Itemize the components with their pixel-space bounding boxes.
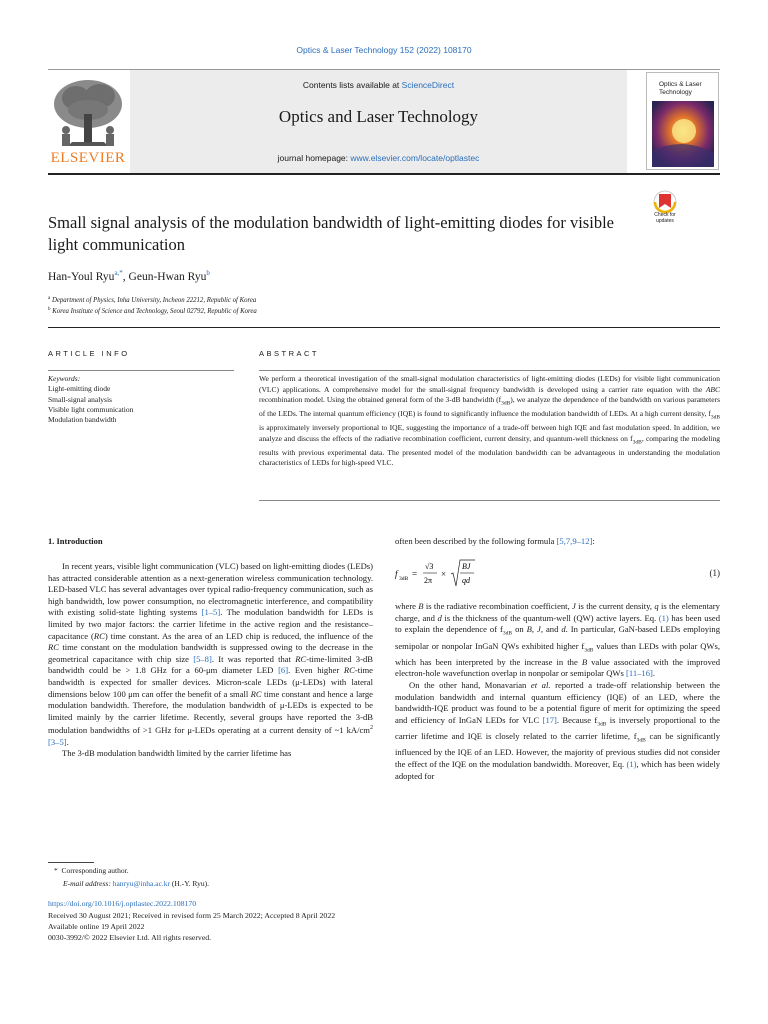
var-d: d <box>437 612 442 623</box>
affiliation-a <box>48 296 256 304</box>
rc-term: RC <box>93 630 105 641</box>
keyword-item: Modulation bandwidth <box>48 415 117 425</box>
right-column-text <box>395 601 720 782</box>
sciencedirect-link[interactable]: ScienceDirect <box>401 80 455 90</box>
text-run: values than LEDs with polar QWs, which has been interpreted by the increase in the <box>395 640 720 667</box>
subscript-3db: 3dB <box>636 737 646 744</box>
abstract-part: recombination model. Using the obtained general form of the 3-dB bandwidth (f <box>259 395 502 404</box>
citation-link[interactable]: [5,7,9–12] <box>556 536 593 546</box>
svg-text:BJ: BJ <box>462 562 471 571</box>
journal-homepage-line <box>130 153 627 163</box>
abstract-part: ), we analyze the dependence of the bandwidth on various parameters of the LEDs. The internal quantum efficiency (IQE) is found to significantly influence the modulation bandwidth of LEDs. At a high current density, f <box>259 395 721 418</box>
check-for-updates-label: Check for updates <box>654 212 676 224</box>
corresponding-text: Corresponding author. <box>61 866 129 875</box>
introduction-heading: 1. Introduction <box>48 536 103 546</box>
text-run: is the radiative recombination coefficient, <box>423 601 573 611</box>
text-run: . In particular, GaN-based LEDs employing semipolar or nonpolar InGaN QWs exhibited higher f <box>395 624 721 651</box>
rc-term: RC <box>343 665 355 676</box>
text-run: can be significantly influenced by the IQE of an LED. However, the majority of previous studies did not consider the effect of the IQE on the modulation bandwidth. Moreover, Eq. <box>395 731 720 769</box>
text-run: is the current density, <box>575 601 655 611</box>
affiliation-text: Department of Physics, Inha University, Incheon 22212, Republic of Korea <box>51 297 257 304</box>
journal-title: Optics and Laser Technology <box>278 107 479 126</box>
author-name: Han-Youl Ryu <box>48 271 115 283</box>
citation-link[interactable]: [1–5] <box>201 607 221 618</box>
keywords-block <box>48 374 234 425</box>
intro-paragraph: where B is the radiative recombination coefficient, J is the current density, q is the elementary charge, and d is the thickness of the quantum-well (QW) active layers. Eq. (1) has been used to explain the dependence of $f_{3dB}$ on B, J, and d. In particular, GaN-based LEDs employing semipolar or nonpolar InGaN QWs exhibited higher $f_{3dB}$ values than LEDs with polar QWs, which has been interpreted by the increase in the B value associated with the improved electron-hole wavefunction overlap in nonpolar or semipolar QWs [11–16]. <box>395 601 721 679</box>
text-run: on <box>512 624 527 635</box>
text-run: . Even higher <box>288 665 344 676</box>
text-run: time constant on the modulation bandwidth is suppressed owing to the decrease in the geometrical capacitance with chip size <box>48 642 373 664</box>
text-run: . It was reported that <box>211 653 296 664</box>
svg-text:2π: 2π <box>424 576 433 585</box>
author-name: Geun-Hwan Ryu <box>128 271 207 283</box>
text-run: is the thickness of the quantum-well (QW) active layers. Eq. <box>441 612 659 623</box>
var-b: B <box>418 601 424 611</box>
text-run: On the other hand, Monavarian <box>409 680 531 690</box>
text-run: often been described by the following formula <box>395 536 557 546</box>
copyright-line: 0030-3992/© 2022 Elsevier Ltd. All rights reserved. <box>48 933 212 942</box>
var-q: q <box>654 601 659 611</box>
abstract-bottom-rule <box>259 500 720 501</box>
contents-available-line <box>130 80 627 90</box>
rc-term: RC <box>250 688 262 699</box>
elsevier-wordmark: ELSEVIER <box>50 150 126 166</box>
email-note <box>63 879 209 888</box>
svg-text:qd: qd <box>462 576 470 585</box>
author-list: Han-Youl Ryu$^{a,*}$, Geun-Hwan Ryu$^b$ <box>48 269 210 283</box>
left-column-text <box>48 561 373 760</box>
svg-text:×: × <box>441 569 447 579</box>
text-run: , and <box>540 624 562 635</box>
text-run: reported a trade-off relationship between the modulation bandwidth and internal quantum efficiency (IQE) of an LED, where the bandwidth-IQE product was found to be a potential figure of merit for optimizing the speed and efficiency of InGaN LEDs for VLC <box>395 680 720 725</box>
abstract-text <box>259 374 720 469</box>
abstract-heading: ABSTRACT <box>259 349 320 358</box>
keyword-item: Visible light communication <box>48 404 134 414</box>
abc-model-term: ABC <box>705 384 720 394</box>
citation-link[interactable]: [11–16] <box>626 668 653 679</box>
email-label: E-mail address: <box>63 879 113 888</box>
text-run: time constant and hence a large modulation bandwidth. Therefore, the modulation bandwidth of μ-LEDs is expected to be limited mainly by the carrier lifetime. Recently, several groups have reported the 3-dB modulation bandwidths of >1 GHz for μ-LEDs operating at a current density of ~1 kA/cm <box>48 688 373 736</box>
affiliation-marker: a <box>48 296 51 301</box>
keyword-item: Light-emitting diode <box>48 384 111 394</box>
text-run: value associated with the improved electron-hole wavefunction overlap in nonpolar or semipolar QWs <box>395 656 720 679</box>
text-run: is inversely proportional to the carrier lifetime and IQE is closely related to the carrier lifetime, f <box>395 714 720 742</box>
svg-text:√3: √3 <box>425 562 434 571</box>
contents-prefix: Contents lists available at <box>302 80 402 90</box>
subscript-3db: 3dB <box>632 439 642 445</box>
svg-text:3dB: 3dB <box>399 576 409 582</box>
keywords-label: Keywords: <box>48 374 81 383</box>
text-run: . Because f <box>556 714 598 725</box>
subscript-3db: 3dB <box>501 400 511 407</box>
equation-link[interactable]: (1) <box>626 759 637 769</box>
affiliation-b <box>48 307 257 315</box>
citation-link[interactable]: [17] <box>542 714 557 725</box>
cover-title: Optics & Laser Technology <box>659 81 702 96</box>
author-affiliation-marker[interactable]: b <box>206 269 210 277</box>
citation-link[interactable]: [6] <box>278 665 289 676</box>
received-dates: Received 30 August 2021; Received in revised form 25 March 2022; Accepted 8 April 2022 <box>48 911 336 920</box>
keywords-top-rule <box>48 370 234 371</box>
bandwidth-formula <box>395 556 595 594</box>
header-bottom-rule <box>48 173 720 175</box>
abstract-part: , comparing the modeling results with previous experimental data. The presented model of the modulation bandwidth can be advantageous in understanding the modulation characteristics of LEDs for high-speed VLC. <box>259 433 720 467</box>
article-title: Small signal analysis of the modulation bandwidth of light-emitting diodes for visible light communication <box>48 213 614 254</box>
abstract-part: is approximately inversely proportional to IQE, suggesting the importance of a trade-off between high IQE and fast modulation speed. In addition, we analyze and discuss the effects of the radiative recombination coefficient, current density, and quantum-well thickness on f <box>259 423 720 443</box>
affiliation-text: Korea Institute of Science and Technology, Seoul 02792, Republic of Korea <box>52 308 257 315</box>
et-al: et al. <box>530 680 551 690</box>
subscript-3db: 3dB <box>710 414 720 421</box>
cover-artwork <box>652 101 714 167</box>
svg-text:f: f <box>395 569 398 579</box>
intro-paragraph: The 3-dB modulation bandwidth limited by the carrier lifetime has <box>62 748 292 759</box>
text-run: has been used to explain the dependence of f <box>395 612 720 635</box>
text-run: -time-limited 3-dB bandwidth could be > 1.8 GHz for a 60-μm diameter LED <box>48 653 373 676</box>
rc-term: RC <box>48 642 59 653</box>
intro-paragraph: In recent years, visible light communication (VLC) based on light-emitting diodes (LEDs) has attracted considerable attention as a next-generation wireless communication technology. LED-based VLC has several advantages over typical radio-frequency communication, such as high bandwidth, low power consumption, no electromagnetic interference, and compatibility with existing solid-state lighting systems [1–5]. The modulation bandwidth for LEDs is limited by two major factors: the carrier lifetime in the active region and the resistance–capacitance (RC) time constant. As the area of an LED chip is reduced, the influence of the RC time constant on the modulation bandwidth is suppressed owing to the decrease in the geometrical capacitance with chip size [5–8]. It was reported that RC-time-limited 3-dB bandwidth could be > 1.8 GHz for a 60-μm diameter LED [6]. Even higher RC-time bandwidth is expected for smaller devices. Micron-scale LEDs (μ-LEDs) with lateral dimensions below 100 μm can offer the benefit of a small RC time constant and hence a large modulation bandwidth. Therefore, the modulation bandwidth of μ-LEDs is expected to be limited mainly by the carrier lifetime. Recently, several groups have reported the 3-dB modulation bandwidths of >1 GHz for μ-LEDs operating at a current density of ~1 $kA/cm^2$ [3–5]. <box>48 561 373 747</box>
abstract-top-rule <box>259 370 720 371</box>
intro-paragraph <box>395 680 720 782</box>
citation-link[interactable]: [5–8] <box>193 653 212 664</box>
subscript-3db: 3dB <box>597 721 607 728</box>
equation-link[interactable]: (1) <box>658 612 669 623</box>
subscript-3db: 3dB <box>584 647 594 654</box>
asterisk-marker: * <box>54 866 58 875</box>
svg-text:=: = <box>412 569 418 579</box>
abstract-part: We perform a theoretical investigation of the small-signal modulation characteristics of light-emitting diodes (LEDs) for visible light communication (VLC) applications. A comprehensive model for the small-signal frequency bandwidth is developed using a carrier rate equation with the <box>259 374 720 394</box>
doi-link-line <box>48 899 196 910</box>
superscript-2: 2 <box>370 725 373 732</box>
right-column-intro <box>395 536 720 548</box>
equation-1 <box>395 556 720 594</box>
doi-link[interactable]: https://doi.org/10.1016/j.optlastec.2022.108170 <box>48 899 197 908</box>
text-run: where <box>395 601 419 611</box>
text-run: , which has been widely adopted for <box>395 759 721 781</box>
citation-link[interactable]: [3–5] <box>48 736 67 747</box>
journal-reference[interactable]: Optics & Laser Technology 152 (2022) 108170 <box>296 45 472 55</box>
online-date: Available online 19 April 2022 <box>48 922 145 931</box>
var-j: J <box>572 601 576 611</box>
check-for-updates-icon[interactable] <box>648 190 682 230</box>
text-run: . The modulation bandwidth for LEDs is limited by two major factors: the carrier lifetime in the active region and the resistance–capacitance ( <box>48 607 373 641</box>
subscript-3db: 3dB <box>502 630 513 637</box>
corresponding-author-note <box>54 866 129 875</box>
section-rule <box>48 327 720 328</box>
affiliation-marker: b <box>48 307 51 312</box>
text-run: is the elementary charge, and <box>395 601 720 623</box>
journal-homepage-link[interactable]: www.elsevier.com/locate/optlastec <box>350 153 480 163</box>
article-info-heading: ARTICLE INFO <box>48 349 130 358</box>
email-link[interactable]: hanryu@inha.ac.kr <box>112 879 171 888</box>
homepage-prefix: journal homepage: <box>277 153 351 163</box>
keyword-item: Small-signal analysis <box>48 394 112 404</box>
equation-number: (1) <box>709 568 720 578</box>
footnote-rule <box>48 862 94 863</box>
text-run: In recent years, visible light communication (VLC) based on light-emitting diodes (LEDs) has attracted considerable attention as a next-generation wireless communication technology. LED-based VLC has several advantages over typical radio-frequency communication, such as high bandwidth, low power consumption, no electromagnetic interference, and compatibility with existing solid-state lighting systems <box>48 561 373 618</box>
journal-cover-thumbnail[interactable] <box>646 72 719 170</box>
text-run: ) time constant. As the area of an LED chip is reduced, the influence of the <box>104 630 373 641</box>
rc-term: RC <box>295 653 307 664</box>
email-suffix: (H.-Y. Ryu). <box>170 879 209 888</box>
author-affiliation-marker[interactable]: a,* <box>114 269 123 277</box>
formula-lead-in: often been described by the following formula [5,7,9–12]: <box>395 536 595 546</box>
text-run: -time bandwidth is expected for smaller devices. Micron-scale LEDs (μ-LEDs) with lateral dimensions below 100 μm can offer the benefit of a small <box>48 665 373 699</box>
